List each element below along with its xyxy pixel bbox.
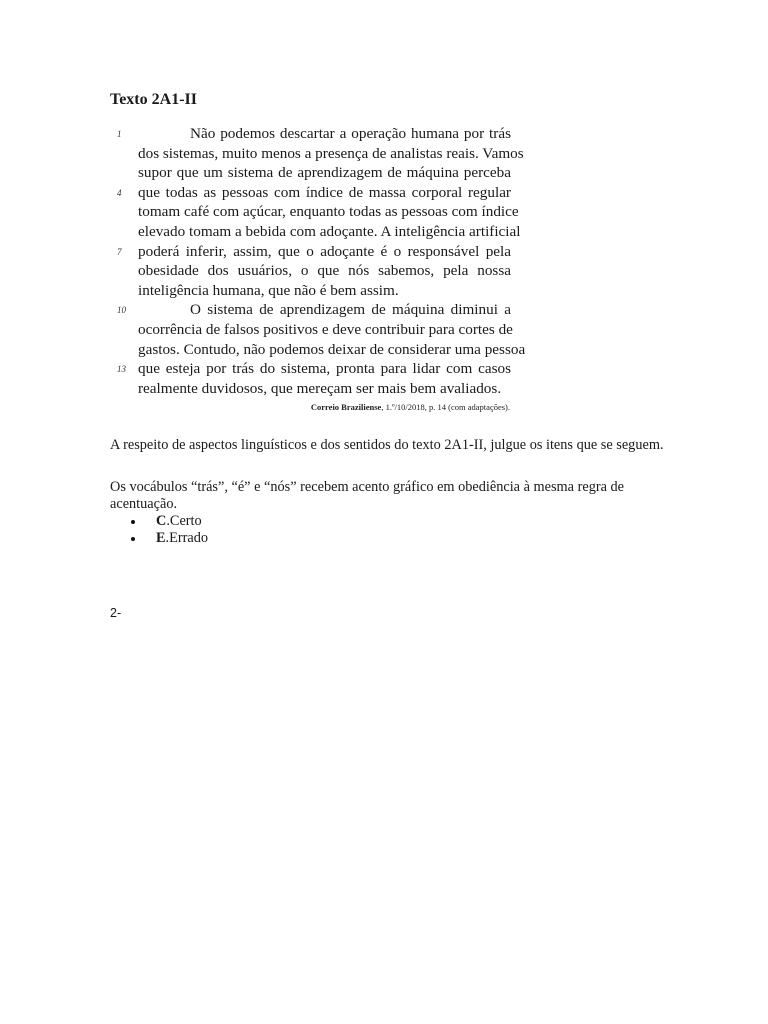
text-line: Não podemos descartar a operação humana por trás: [190, 125, 511, 142]
option-label: .Certo: [166, 513, 202, 529]
line-number: 13: [117, 364, 126, 375]
text-line: tomam café com açúcar, enquanto todas as pessoas com índice: [138, 203, 519, 221]
text-line: dos sistemas, muito menos a presença de analistas reais. Vamos: [138, 144, 524, 162]
text-line: ocorrência de falsos positivos e deve contribuir para cortes de: [138, 321, 513, 338]
text-line: supor que um sistema de aprendizagem de máquina perceba: [138, 164, 511, 182]
line-number: 4: [117, 187, 122, 198]
text-line: inteligência humana, que não é bem assim.: [138, 281, 399, 299]
next-question-number: 2-: [110, 606, 122, 620]
text-title: Texto 2A1-II: [110, 91, 197, 108]
bullet-icon: [131, 520, 135, 524]
option-letter: E: [156, 530, 166, 546]
line-number: 1: [117, 129, 122, 139]
question-statement: Os vocábulos “trás”, “é” e “nós” recebem acento gráfico em obediência à mesma regra de acentuação.: [110, 479, 625, 512]
bullet-icon: [131, 537, 135, 541]
text-line: elevado tomam a bebida com adoçante. A inteligência artificial: [138, 223, 521, 240]
text-line: que esteja por trás do sistema, pronta para lidar com casos: [138, 360, 511, 378]
answer-options: [120, 513, 208, 547]
option-label: .Errado: [165, 530, 209, 546]
text-line: O sistema de aprendizagem de máquina diminui a: [190, 301, 511, 319]
line-number: 10: [117, 305, 126, 316]
text-source: [150, 402, 510, 412]
question-intro: A respeito de aspectos linguísticos e dos sentidos do texto 2A1-II, julgue os itens que se seguem.: [110, 437, 664, 453]
text-line: poderá inferir, assim, que o adoçante é o responsável pela: [138, 242, 511, 260]
source-details: , 1.º/10/2018, p. 14 (com adaptações).: [381, 402, 510, 412]
option-certo[interactable]: [120, 513, 208, 530]
text-line: gastos. Contudo, não podemos deixar de considerar uma pessoa: [138, 340, 526, 358]
option-letter: C: [156, 513, 167, 529]
text-line: realmente duvidosos, que mereçam ser mais bem avaliados.: [138, 379, 502, 397]
text-line: que todas as pessoas com índice de massa corporal regular: [138, 183, 511, 201]
option-errado[interactable]: [120, 530, 208, 547]
source-publication: Correio Braziliense: [310, 402, 382, 412]
text-line: obesidade dos usuários, o que nós sabemos, pela nossa: [138, 262, 511, 280]
line-number: 7: [117, 246, 122, 257]
